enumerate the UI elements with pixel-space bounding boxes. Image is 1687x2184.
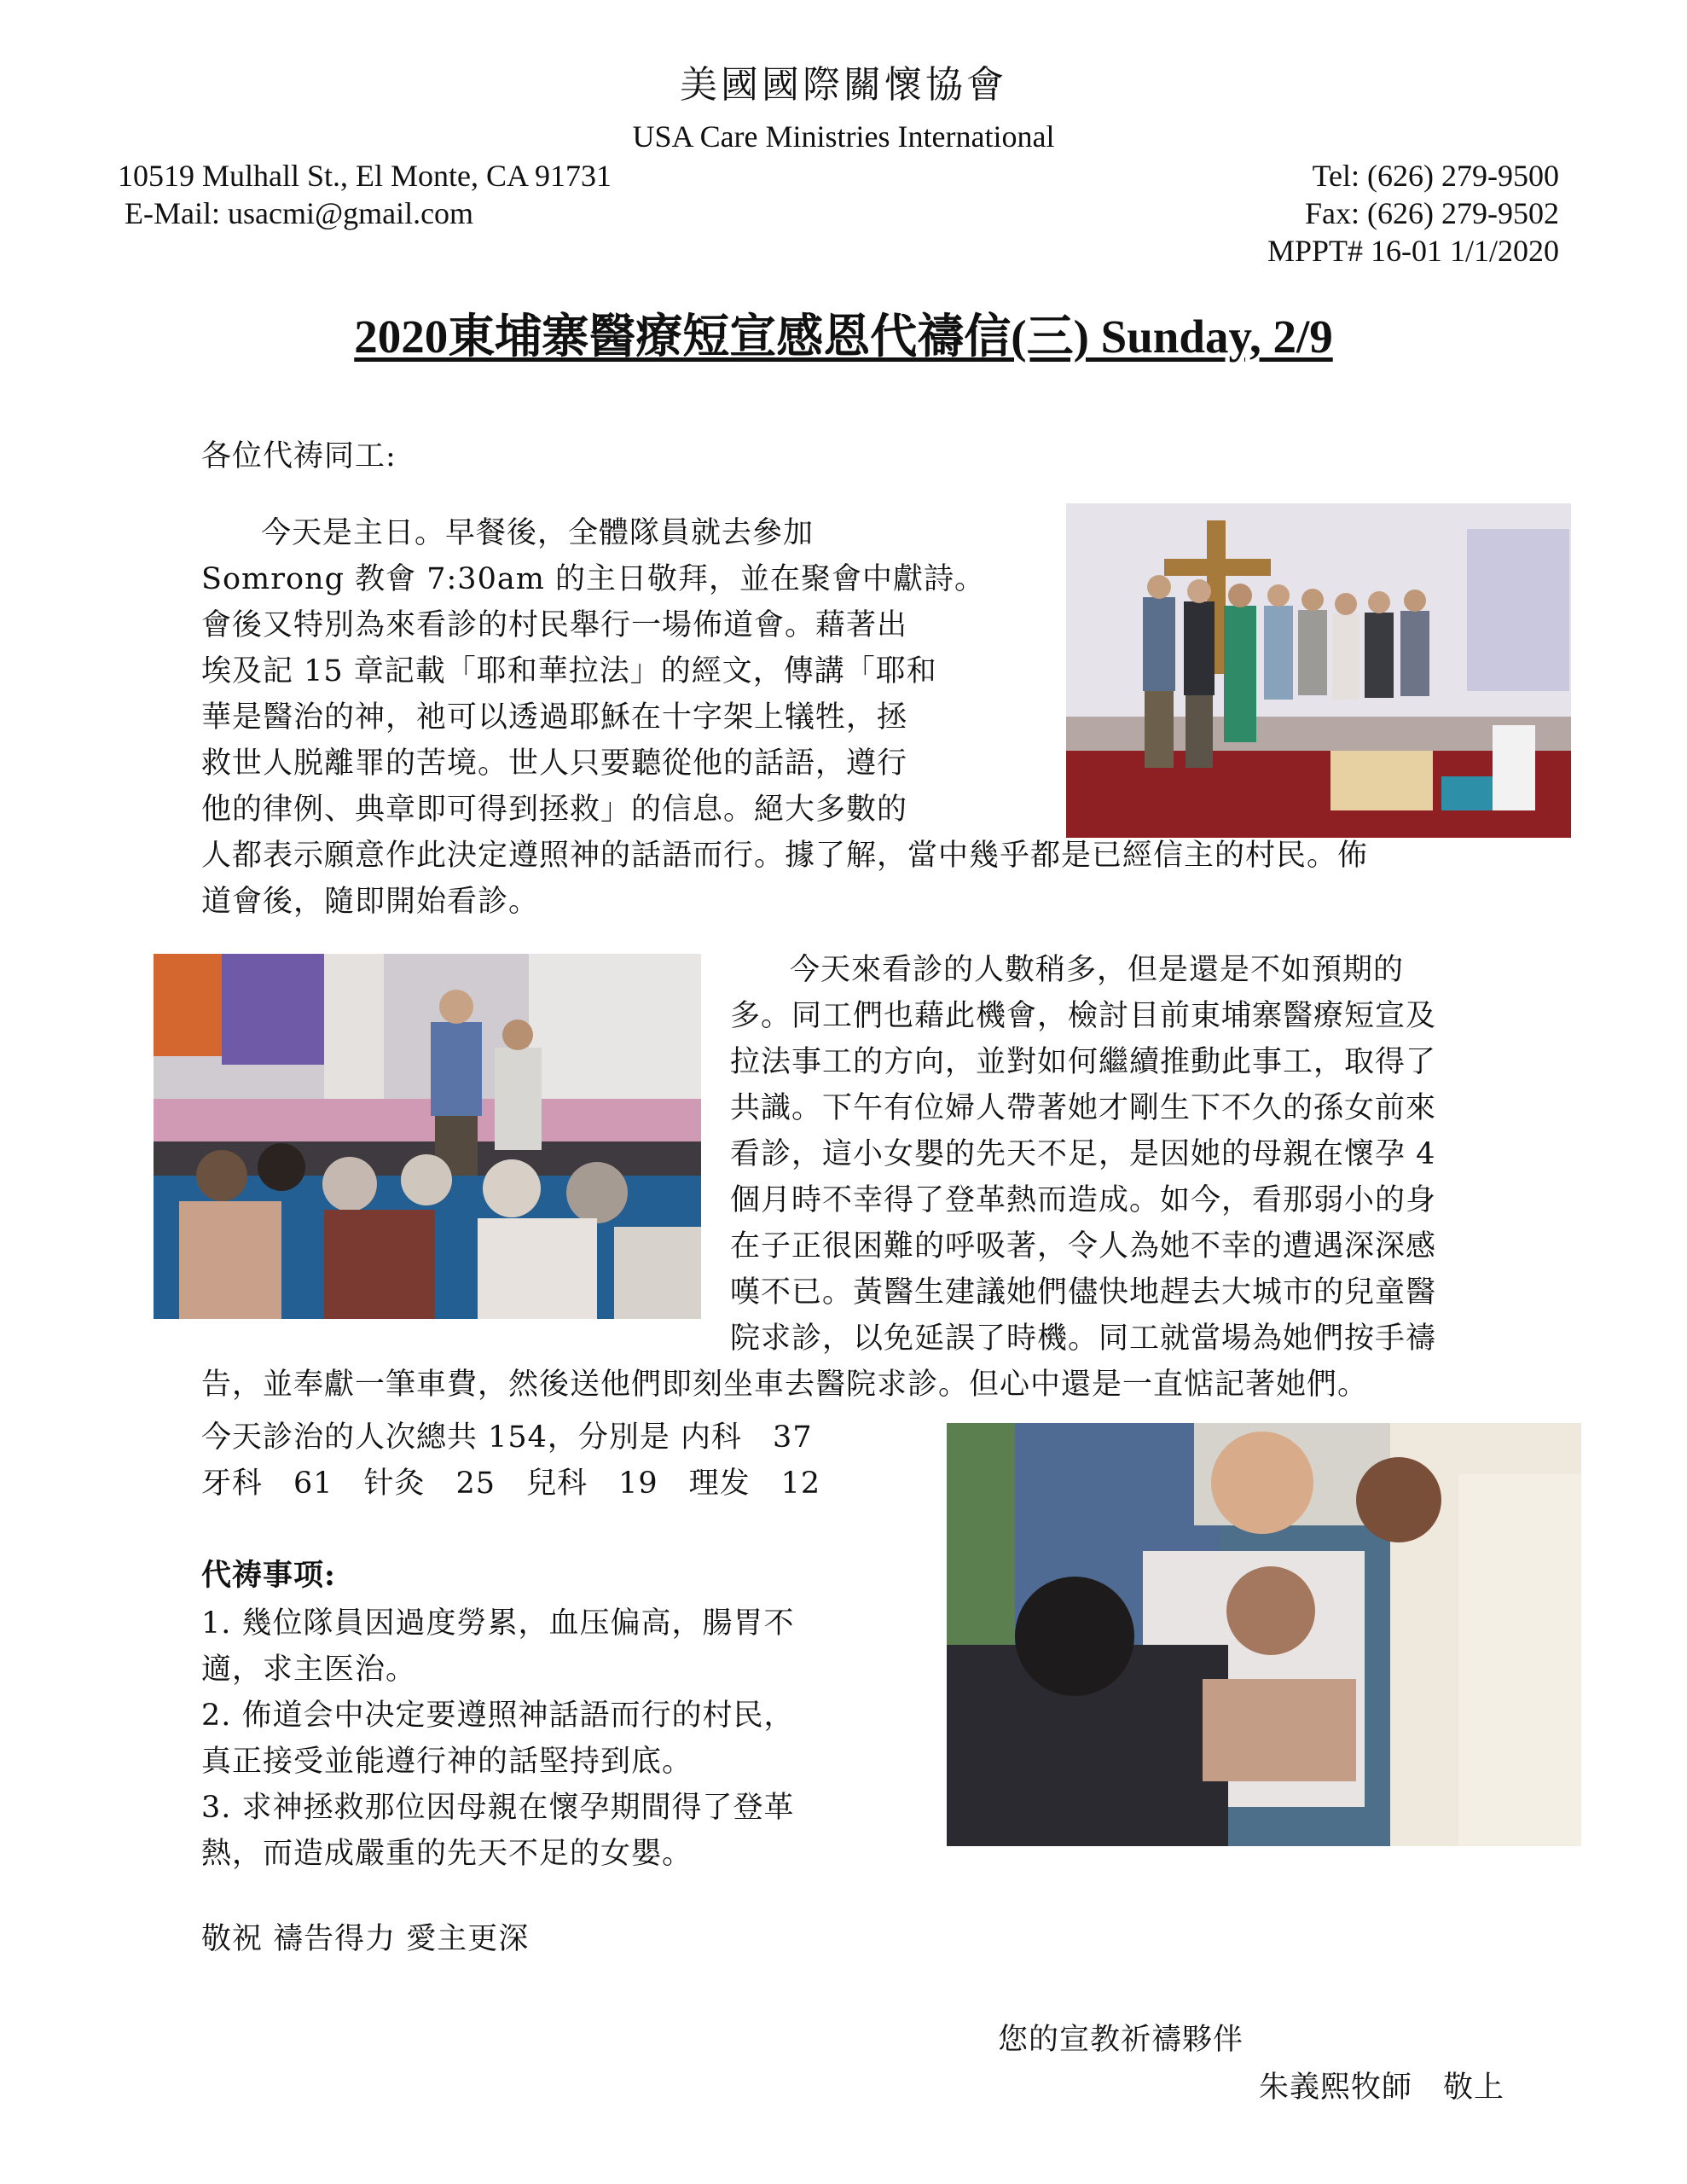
org-name-chinese: 美國國際關懷協會 — [680, 64, 1007, 106]
prayer-item: 2. 佈道会中决定要遵照神話語而行的村民， — [201, 1699, 795, 1733]
text-line: 會後又特別為來看診的村民舉行一場佈道會。藉著出 — [201, 608, 908, 642]
text-line: 道會後，隨即開始看診。 — [201, 885, 540, 919]
patient-statistics — [201, 1414, 820, 1507]
prayer-heading: 代祷事项: — [201, 1558, 336, 1593]
text-line: 看診，這小女嬰的先天不足，是因她的母親在懷孕 4 — [730, 1137, 1436, 1171]
address: 10519 Mulhall St., El Monte, CA 91731 — [118, 159, 612, 193]
text-line: 今天是主日。早餐後，全體隊員就去參加 — [261, 516, 815, 550]
letter-title: 2020東埔寨醫療短宣感恩代禱信(三) Sunday, 2/9 — [354, 311, 1333, 363]
salutation: 各位代祷同工: — [201, 439, 397, 473]
mppt-number: MPPT# 16-01 1/1/2020 — [1267, 234, 1559, 268]
text-line: 救世人脱離罪的苦境。世人只要聽從他的話語，遵行 — [201, 746, 908, 781]
prayer-item: 熱，而造成嚴重的先天不足的女嬰。 — [201, 1837, 693, 1871]
text-line: 個月時不幸得了登革熱而造成。如今，看那弱小的身 — [730, 1183, 1437, 1217]
text-line: 華是醫治的神，祂可以透過耶穌在十字架上犠牲，拯 — [201, 700, 908, 735]
closing-blessing: 敬祝 禱告得力 愛主更深 — [201, 1922, 530, 1956]
text-line: 埃及記 15 章記載「耶和華拉法」的經文，傳講「耶和 — [201, 654, 937, 688]
prayer-item: 3. 求神拯救那位因母親在懷孕期間得了登革 — [201, 1791, 795, 1825]
church-choir-photo — [1066, 503, 1571, 838]
text-line: 拉法事工的方向，並對如何繼續推動此事工，取得了 — [730, 1045, 1437, 1079]
prayer-item: 1. 幾位隊員因過度勞累，血压偏高，腸胃不 — [201, 1606, 795, 1641]
text-line: 今天來看診的人數稍多，但是還是不如預期的 — [790, 953, 1405, 987]
text-line: 嘆不已。黃醫生建議她們儘快地趕去大城市的兒童醫 — [730, 1275, 1437, 1310]
text-line: 他的律例、典章即可得到拯救」的信息。絕大多數的 — [201, 793, 908, 827]
fax: Fax: (626) 279-9502 — [1305, 196, 1559, 230]
prayer-item: 適，求主医治。 — [201, 1653, 417, 1687]
text-line: 共識。下午有位婦人帶著她才剛生下不久的孫女前來 — [730, 1091, 1437, 1125]
text-line: 多。同工們也藉此機會，檢討目前東埔寨醫療短宣及 — [730, 999, 1437, 1033]
text-line: Somrong 教會 7:30am 的主日敬拜，並在聚會中獻詩。 — [201, 562, 986, 596]
text-line: 告，並奉獻一筆車費，然後送他們即刻坐車去醫院求診。但心中還是一直惦記著她們。 — [201, 1368, 1369, 1402]
stats-line: 牙科 61 针灸 25 兒科 19 理发 12 — [201, 1467, 821, 1501]
email: E-Mail: usacmi@gmail.com — [125, 196, 474, 230]
stats-line: 今天診治的人次總共 154，分別是 内科 37 — [201, 1420, 813, 1455]
paragraph-clinic-report — [201, 947, 1583, 1408]
text-line: 在子正很困難的呼吸著，令人為她不幸的遭遇深深感 — [730, 1229, 1437, 1263]
clinic-baby-photo — [947, 1423, 1581, 1846]
signoff-partner: 您的宣教祈禱夥伴 — [998, 2023, 1244, 2057]
phone: Tel: (626) 279-9500 — [1312, 159, 1559, 193]
prayer-item: 真正接受並能遵行神的話堅持到底。 — [201, 1745, 693, 1779]
prayer-list — [201, 1600, 795, 1877]
text-line: 院求診，以免延誤了時機。同工就當場為她們按手禱 — [730, 1321, 1437, 1356]
signoff-name: 朱義熙牧師 敬上 — [1259, 2071, 1505, 2105]
text-line: 人都表示願意作此決定遵照神的話語而行。據了解，當中幾乎都是已經信主的村民。佈 — [201, 839, 1369, 873]
org-name-english: USA Care Ministries International — [632, 119, 1055, 154]
